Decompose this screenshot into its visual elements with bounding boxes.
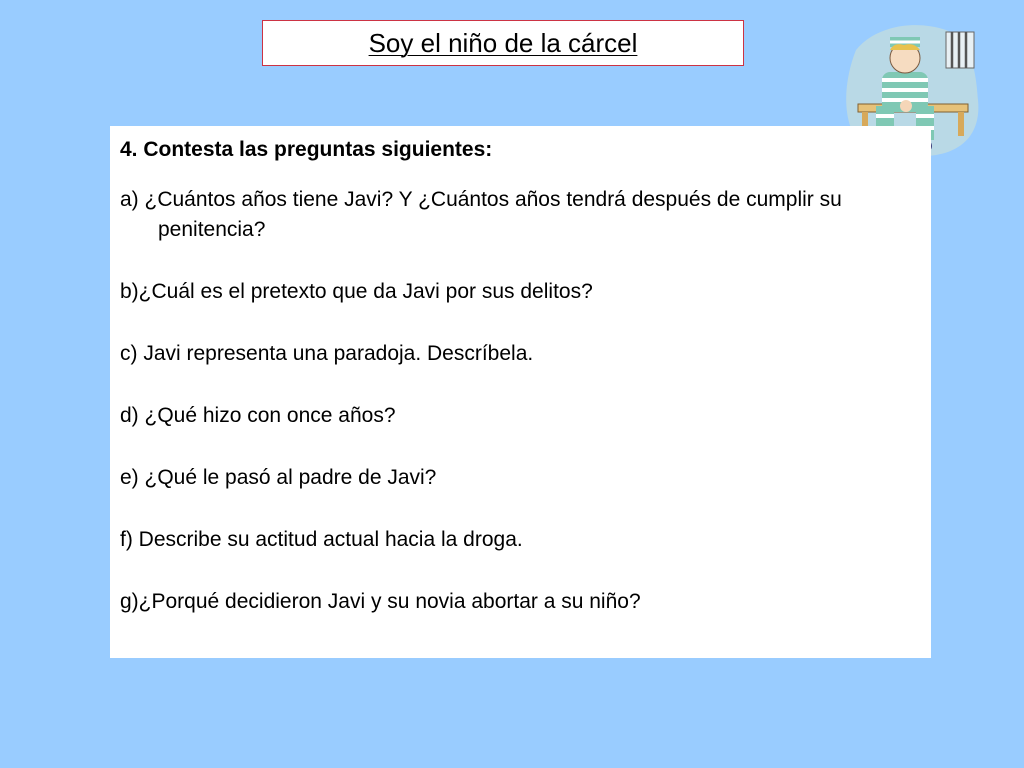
question-e: e) ¿Qué le pasó al padre de Javi? — [120, 466, 437, 489]
slide-title: Soy el niño de la cárcel — [368, 27, 638, 58]
question-b: b)¿Cuál es el pretexto que da Javi por sus delitos? — [120, 280, 593, 303]
slide-title-box — [262, 20, 744, 66]
question-f: f) Describe su actitud actual hacia la droga. — [120, 528, 523, 551]
question-d: d) ¿Qué hizo con once años? — [120, 404, 396, 427]
question-c: c) Javi representa una paradoja. Descríbela. — [120, 342, 534, 365]
exercise-heading: 4. Contesta las preguntas siguientes: — [120, 138, 493, 161]
question-g: g)¿Porqué decidieron Javi y su novia abortar a su niño? — [120, 590, 641, 613]
questions-panel — [110, 126, 931, 658]
question-a: a) ¿Cuántos años tiene Javi? Y ¿Cuántos años tendrá después de cumplir su penitencia? — [120, 188, 842, 241]
